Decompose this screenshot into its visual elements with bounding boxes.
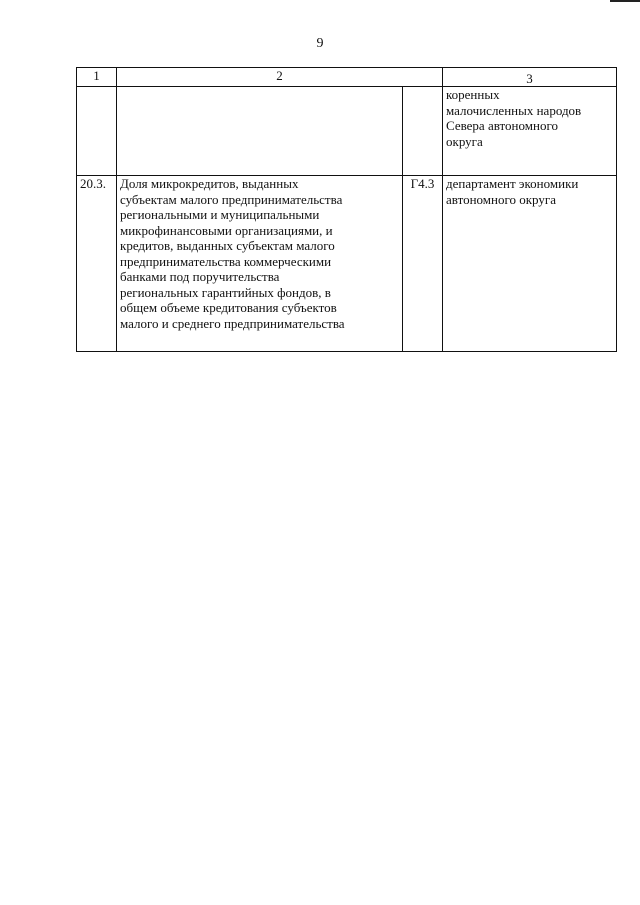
table-row — [77, 176, 617, 352]
scan-edge-mark — [610, 0, 640, 2]
row-code-cell: Г4.3 — [403, 176, 443, 352]
header-col-3: 3 — [443, 68, 617, 87]
header-col-2: 2 — [117, 68, 443, 87]
table-header-row — [77, 68, 617, 87]
header-col-1: 1 — [77, 68, 117, 87]
continued-code-cell — [403, 87, 443, 176]
indicator-table — [76, 67, 617, 352]
row-number-cell: 20.3. — [77, 176, 117, 352]
row-description-cell: Доля микрокредитов, выданных субъектам малого предпринимательства региональными и муниципальными микрофинансовыми организациями, и кредитов, выданных субъектам малого предпринимательства коммерческими банками под поручительства региональных гарантийных фондов, в общем объеме кредитования субъектов малого и среднего предпринимательства — [117, 176, 403, 352]
page-number: 9 — [316, 36, 324, 51]
table-row-continued — [77, 87, 617, 176]
continued-responsible-cell: коренных малочисленных народов Севера автономного округа — [443, 87, 617, 176]
continued-number-cell — [77, 87, 117, 176]
row-responsible-cell: департамент экономики автономного округа — [443, 176, 617, 352]
continued-description-cell — [117, 87, 403, 176]
